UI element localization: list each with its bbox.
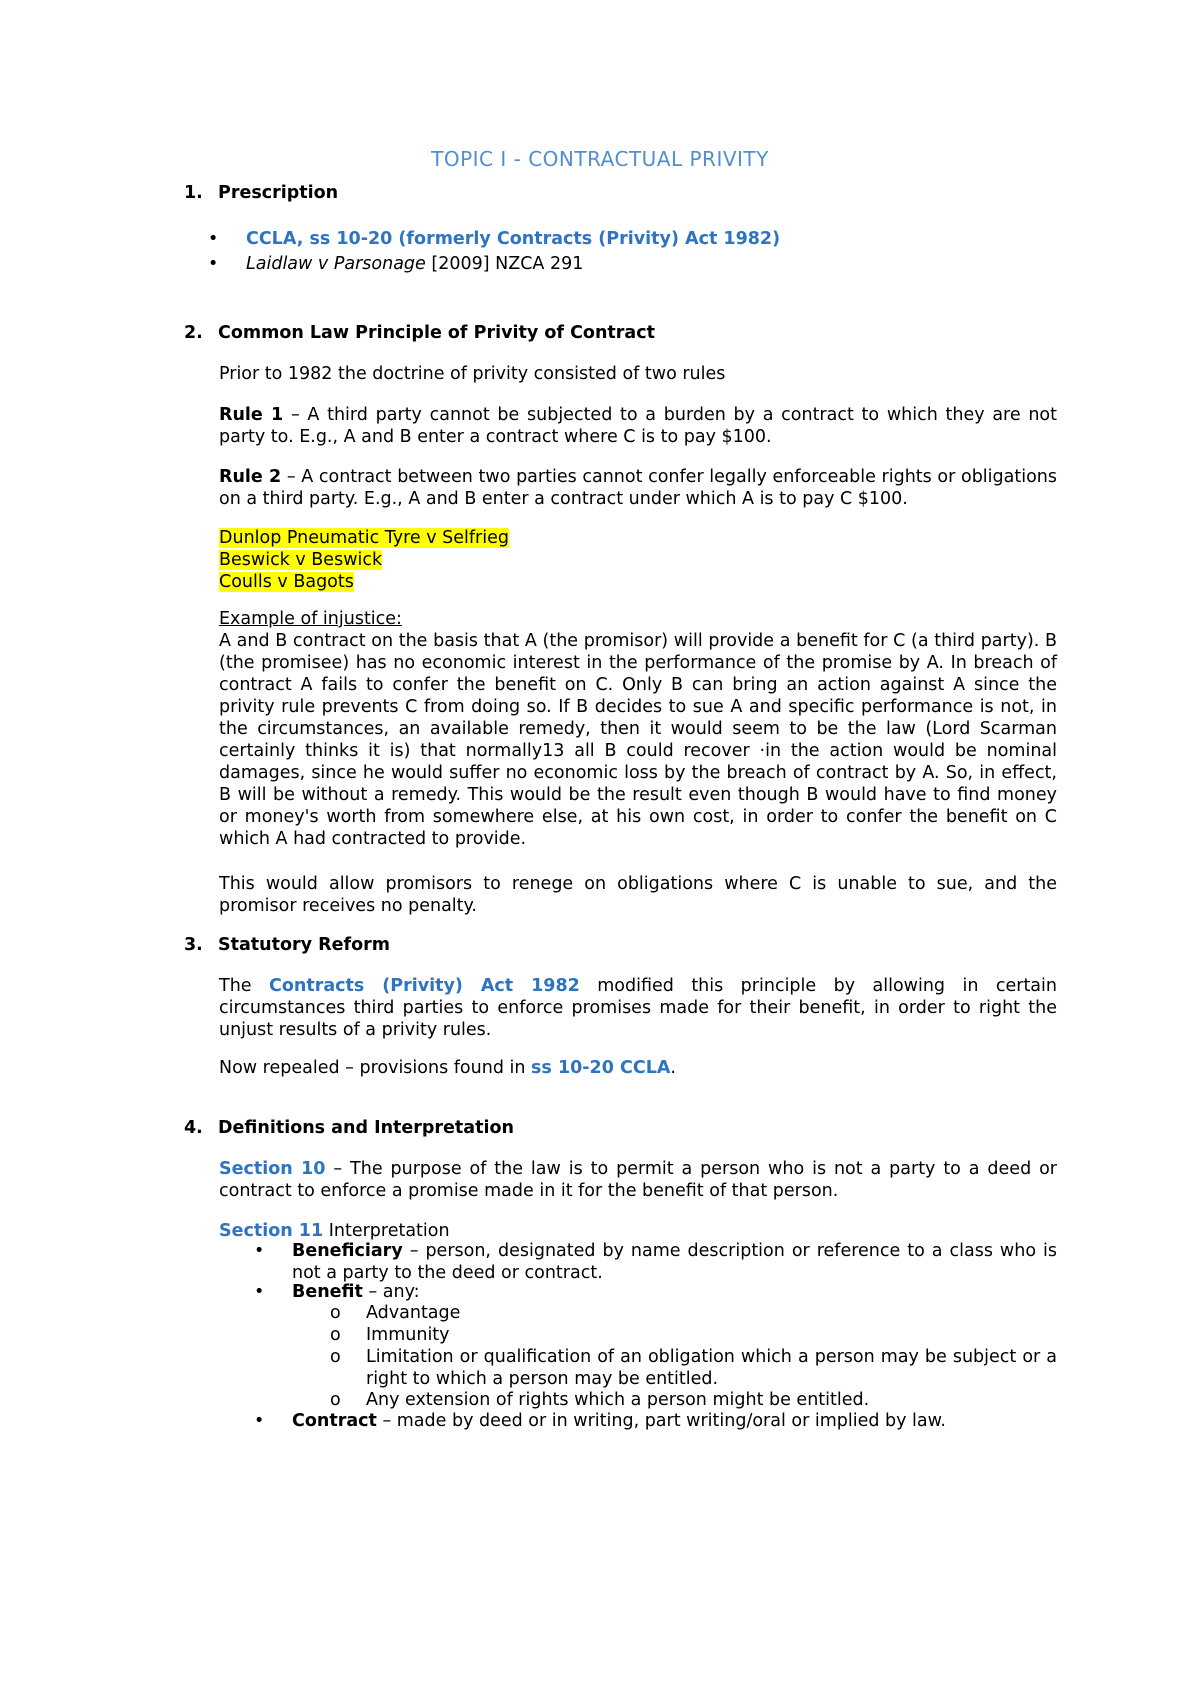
- section-title: Common Law Principle of Privity of Contract: [218, 323, 655, 343]
- benefit-extension: [330, 1389, 1057, 1411]
- section-title: Statutory Reform: [218, 935, 390, 955]
- page-title: TOPIC I - CONTRACTUAL PRIVITY: [431, 147, 769, 171]
- text-run: .: [670, 1058, 676, 1078]
- section-number: 4.: [184, 1118, 203, 1138]
- case-dunlop: Dunlop Pneumatic Tyre v Selfrieg: [219, 528, 509, 548]
- benefit-advantage: [330, 1302, 1057, 1324]
- statutory-reform-paragraph: [219, 975, 1057, 1041]
- definition-beneficiary: [254, 1240, 1057, 1284]
- definition-contract: [254, 1410, 1057, 1432]
- text-run: – The purpose of the law is to permit a person who is not a party to a deed or contract to enforce a promise made in it for the benefit of that person.: [219, 1159, 1057, 1201]
- example-text: A and B contract on the basis that A (the promisor) will provide a benefit for C (a third party). B (the promisee) has no economic interest in the performance of the promise by A. In breach of contract A fails to confer the benefit on C. Only B can bring an action against A since the privity rule prevents C from doing so. If B decides to sue A and specific performance is not, in the circumstances, an available remedy, then it would seem to be the law (Lord Scarman certainly thinks it is) that normally13 all B could recover ·in the action would be nominal damages, since he would suffer no economic loss by the breach of contract by A. So, in effect, B will be without a remedy. This would be the result even though B would have to find money or money's worth from somewhere else, at his own cost, in order to confer the benefit on C which A had contracted to provide.: [219, 631, 1057, 849]
- section-4-heading: [184, 1117, 514, 1139]
- benefit-immunity: [330, 1324, 1057, 1346]
- bullet-marker: •: [254, 1282, 265, 1302]
- bullet-marker: •: [208, 229, 219, 249]
- definition-text: – made by deed or in writing, part writing/oral or implied by law.: [376, 1411, 946, 1431]
- section-number: 2.: [184, 323, 203, 343]
- text-run: The: [219, 976, 269, 996]
- rule-2-label: Rule 2: [219, 467, 282, 487]
- rule-1-text: – A third party cannot be subjected to a burden by a contract to which they are not party to. E.g., A and B enter a contract where C is to pay $100.: [219, 405, 1058, 447]
- sub-bullet-marker: o: [330, 1303, 341, 1323]
- case-list: [219, 527, 1057, 593]
- case-beswick: Beswick v Beswick: [219, 550, 383, 570]
- definition-text: – person, designated by name description or reference to a class who is not a party to the deed or contract.: [292, 1241, 1057, 1283]
- bullet-marker: •: [254, 1241, 265, 1261]
- section-11-heading: [219, 1220, 1057, 1242]
- sub-item-text: Immunity: [366, 1325, 450, 1345]
- definition-benefit: [254, 1281, 1057, 1303]
- case-coulls: Coulls v Bagots: [219, 572, 354, 592]
- example-of-injustice: [219, 608, 1057, 850]
- section-3-heading: [184, 934, 390, 956]
- section-10-paragraph: [219, 1158, 1057, 1202]
- sub-item-text: Advantage: [366, 1303, 461, 1323]
- sub-bullet-marker: o: [330, 1347, 341, 1367]
- sub-bullet-marker: o: [330, 1390, 341, 1410]
- bullet-marker: •: [208, 254, 219, 274]
- definition-term: Contract: [292, 1411, 377, 1431]
- sub-item-text: Limitation or qualification of an obligation which a person may be subject or a right to which a person may be entitled.: [366, 1347, 1057, 1389]
- prescription-bullet-case: [208, 253, 1066, 275]
- case-citation: [2009] NZCA 291: [425, 254, 584, 274]
- sub-item-text: Any extension of rights which a person might be entitled.: [366, 1390, 870, 1410]
- section-number: 3.: [184, 935, 203, 955]
- rule-1-label: Rule 1: [219, 405, 284, 425]
- definition-text: – any:: [362, 1282, 420, 1302]
- ccla-sections-reference: ss 10-20 CCLA: [531, 1058, 671, 1078]
- bullet-marker: •: [254, 1411, 265, 1431]
- repealed-note: [219, 1057, 1057, 1079]
- ccla-reference: CCLA, ss 10-20 (formerly Contracts (Privity) Act 1982): [246, 229, 781, 249]
- section-11-label: Section 11: [219, 1221, 324, 1241]
- section-title: Prescription: [218, 183, 339, 203]
- definition-term: Beneficiary: [292, 1241, 403, 1261]
- text-run: modified this principle by allowing in certain circumstances third parties to enforce promises made for their benefit, in order to right the unjust results of a privity rules.: [219, 976, 1057, 1040]
- section-2-heading: [184, 322, 655, 344]
- prescription-bullet-ccla: [208, 228, 1066, 250]
- example-label: Example of injustice:: [219, 609, 402, 629]
- section-title: Definitions and Interpretation: [218, 1118, 514, 1138]
- privity-intro: Prior to 1982 the doctrine of privity consisted of two rules: [219, 364, 726, 384]
- section-number: 1.: [184, 183, 203, 203]
- benefit-limitation: [330, 1346, 1057, 1390]
- act-reference: Contracts (Privity) Act 1982: [269, 976, 580, 996]
- rule-2: [219, 466, 1057, 510]
- definition-term: Benefit: [292, 1282, 363, 1302]
- sub-bullet-marker: o: [330, 1325, 341, 1345]
- case-name: Laidlaw v Parsonage: [246, 254, 426, 274]
- text-run: Interpretation: [323, 1221, 450, 1241]
- rule-2-text: – A contract between two parties cannot confer legally enforceable rights or obligations on a third party. E.g., A and B enter a contract under which A is to pay C $100.: [219, 467, 1057, 509]
- section-1-heading: [184, 182, 338, 204]
- rule-1: [219, 404, 1057, 448]
- text-run: Now repealed – provisions found in: [219, 1058, 532, 1078]
- section-10-label: Section 10: [219, 1159, 326, 1179]
- privity-conclusion: This would allow promisors to renege on obligations where C is unable to sue, and the promisor receives no penalty.: [219, 874, 1057, 916]
